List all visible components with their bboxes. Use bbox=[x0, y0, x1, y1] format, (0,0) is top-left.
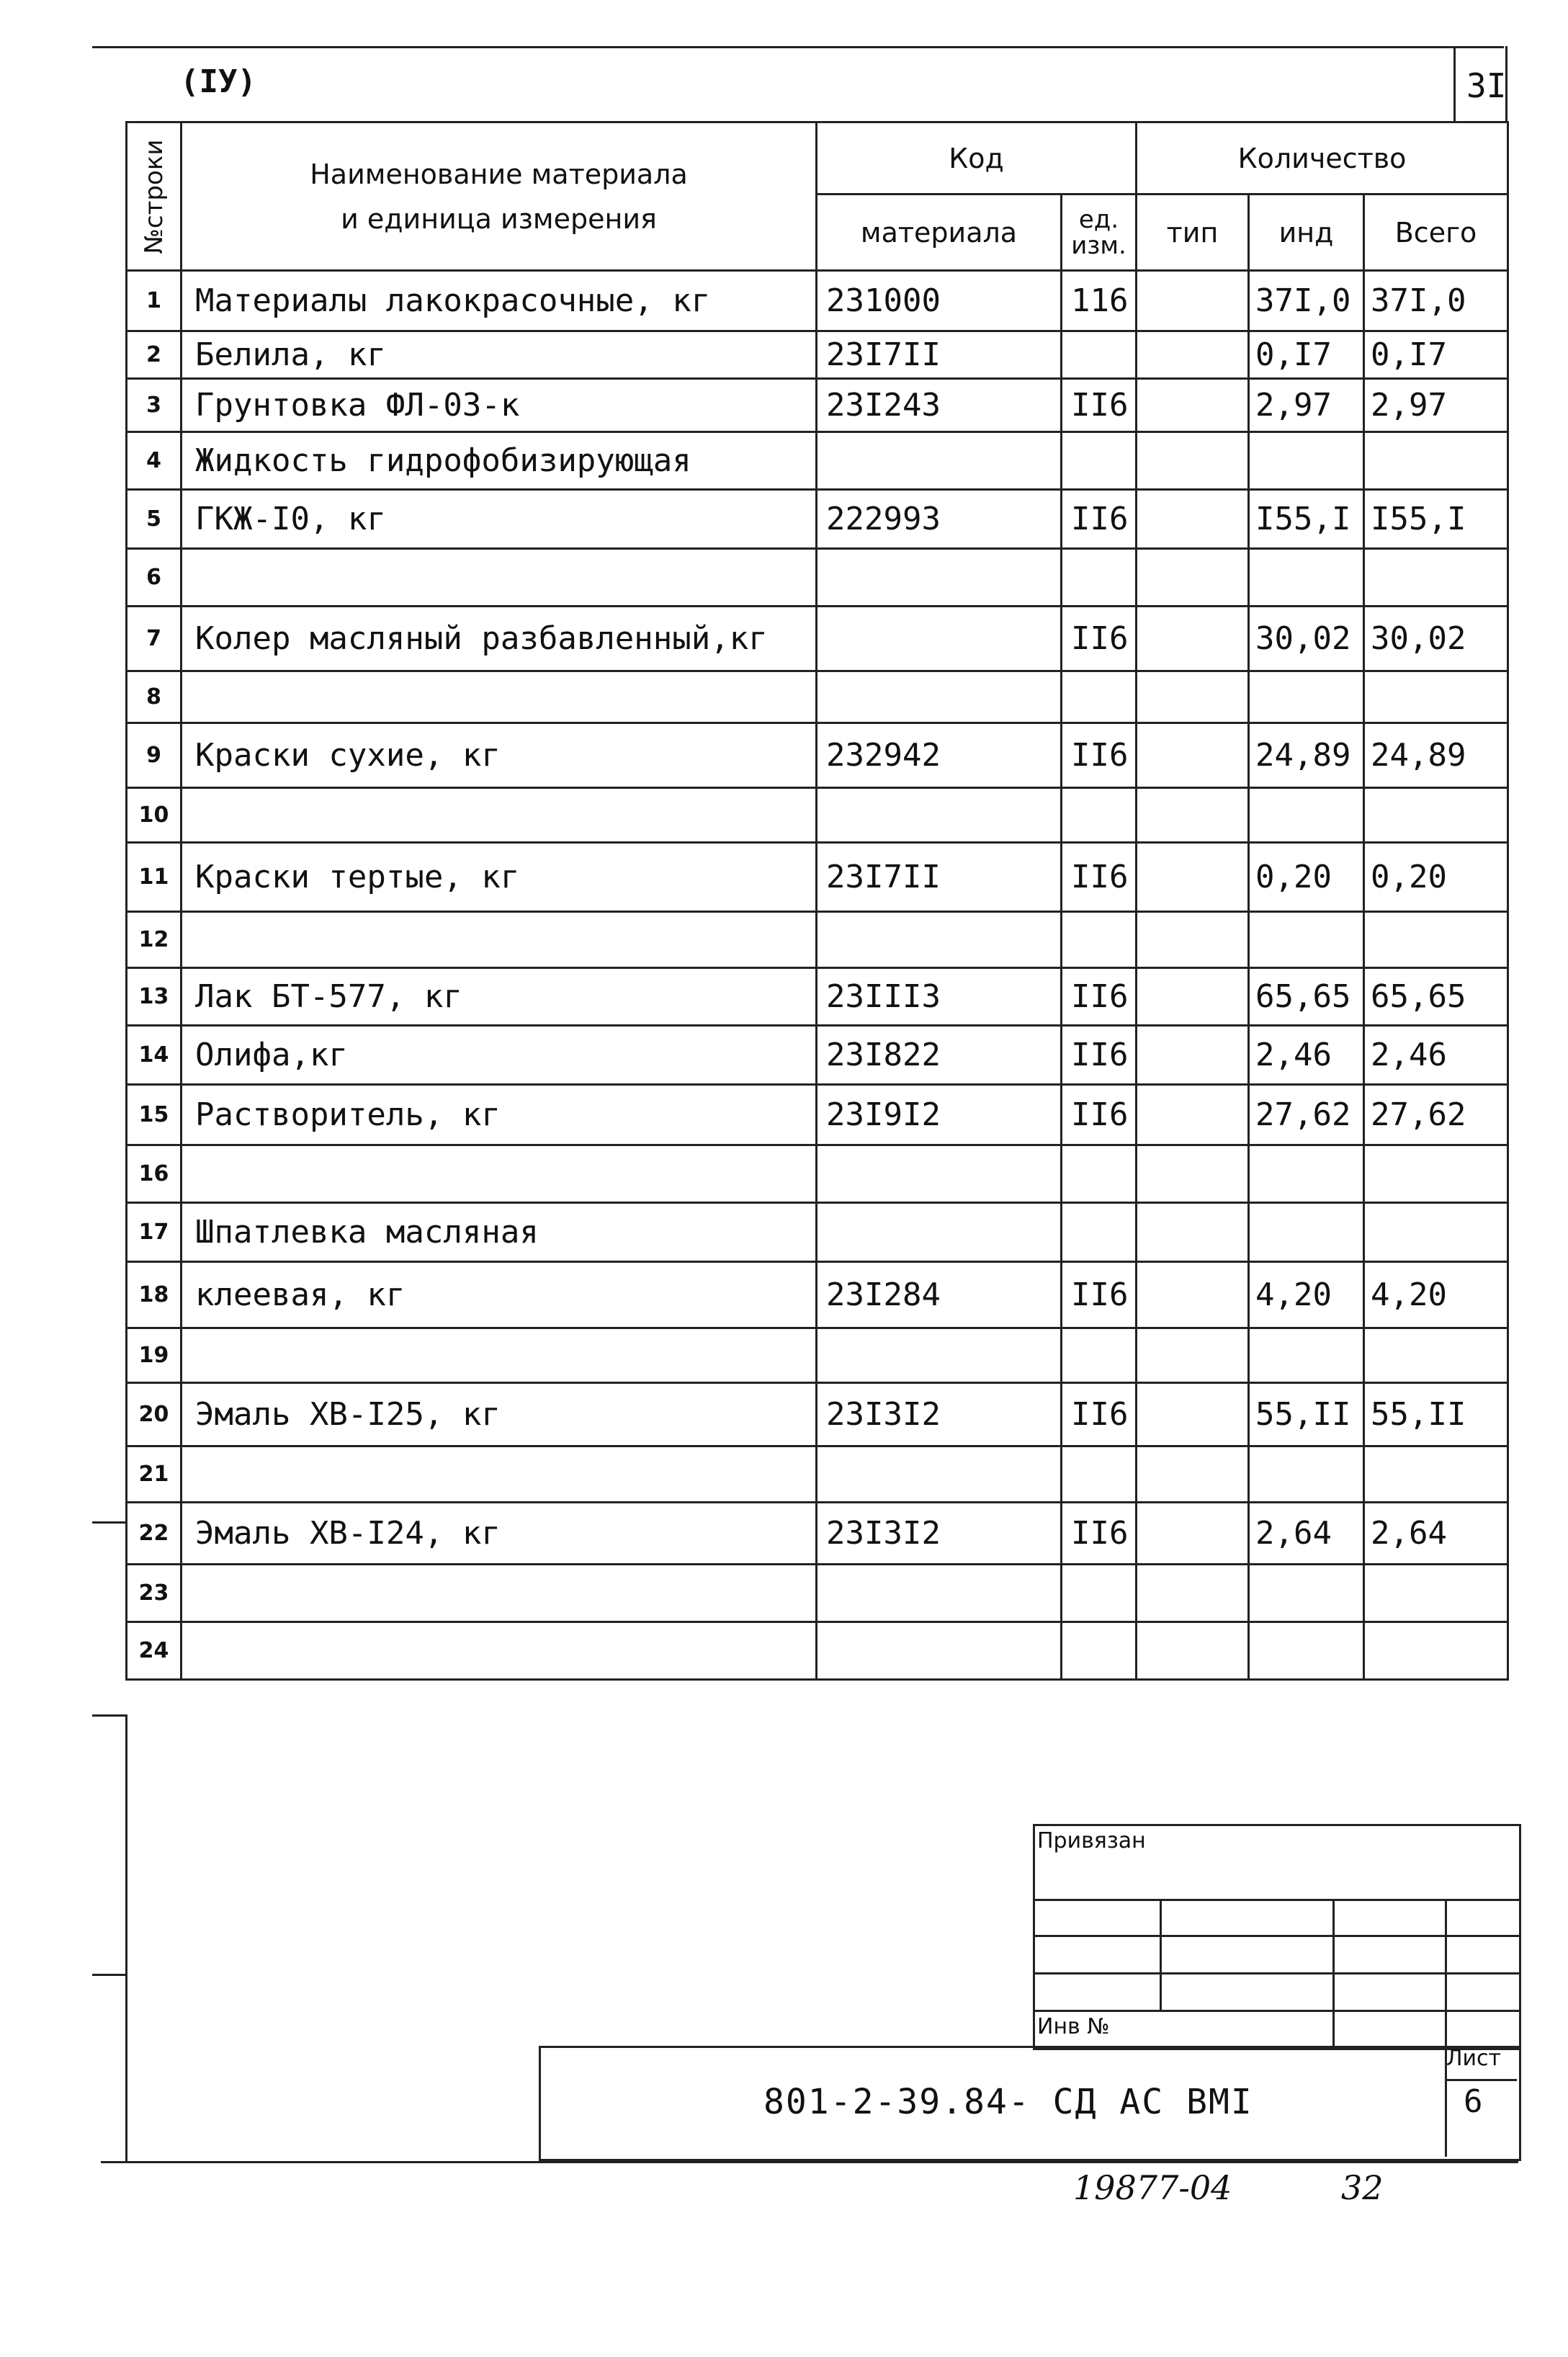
table-row bbox=[127, 331, 1508, 379]
row-name: Олифа,кг bbox=[182, 1026, 817, 1085]
row-name: Материалы лакокрасочные, кг bbox=[182, 271, 817, 331]
row-number: 2 bbox=[127, 331, 182, 379]
table-row bbox=[127, 1085, 1508, 1145]
row-code: 23I822 bbox=[817, 1026, 1062, 1085]
sheet-cell-line bbox=[1445, 2079, 1517, 2081]
row-code bbox=[817, 1622, 1062, 1680]
row-code bbox=[817, 671, 1062, 723]
row-ind bbox=[1249, 1203, 1364, 1262]
row-unit: II6 bbox=[1062, 723, 1137, 788]
row-unit: II6 bbox=[1062, 379, 1137, 432]
code-group-header: Код bbox=[817, 122, 1137, 194]
row-type bbox=[1137, 549, 1249, 607]
row-unit bbox=[1062, 912, 1137, 968]
row-code: 23I7II bbox=[817, 843, 1062, 912]
row-total: 30,02 bbox=[1364, 607, 1508, 671]
row-type bbox=[1137, 379, 1249, 432]
row-ind: 0,20 bbox=[1249, 843, 1364, 912]
row-number: 23 bbox=[127, 1565, 182, 1622]
table-row bbox=[127, 1262, 1508, 1328]
code-material-header: материала bbox=[817, 194, 1062, 271]
row-number: 12 bbox=[127, 912, 182, 968]
row-ind: 0,I7 bbox=[1249, 331, 1364, 379]
row-number: 15 bbox=[127, 1085, 182, 1145]
table-row bbox=[127, 723, 1508, 788]
row-total bbox=[1364, 1145, 1508, 1203]
row-number: 21 bbox=[127, 1446, 182, 1503]
row-type bbox=[1137, 1565, 1249, 1622]
row-name: Шпатлевка масляная bbox=[182, 1203, 817, 1262]
row-number: 22 bbox=[127, 1503, 182, 1565]
row-type bbox=[1137, 671, 1249, 723]
row-name: Растворитель, кг bbox=[182, 1085, 817, 1145]
row-code bbox=[817, 788, 1062, 843]
table-row bbox=[127, 1203, 1508, 1262]
row-total: 27,62 bbox=[1364, 1085, 1508, 1145]
name-header: Наименование материала и единица измерения bbox=[182, 122, 817, 271]
table-row bbox=[127, 1145, 1508, 1203]
row-name bbox=[182, 1328, 817, 1383]
row-code: 23III3 bbox=[817, 968, 1062, 1026]
table-row bbox=[127, 271, 1508, 331]
row-unit: II6 bbox=[1062, 1503, 1137, 1565]
table-row bbox=[127, 843, 1508, 912]
row-number: 3 bbox=[127, 379, 182, 432]
handwritten-archive-number: 19877-04 bbox=[1073, 2168, 1232, 2207]
row-name bbox=[182, 1622, 817, 1680]
row-total: 24,89 bbox=[1364, 723, 1508, 788]
stamp-col-2 bbox=[1332, 1899, 1335, 2046]
row-total: 37I,0 bbox=[1364, 271, 1508, 331]
row-name bbox=[182, 1565, 817, 1622]
row-number: 9 bbox=[127, 723, 182, 788]
row-ind bbox=[1249, 432, 1364, 490]
row-unit: II6 bbox=[1062, 1383, 1137, 1446]
table-row bbox=[127, 671, 1508, 723]
row-name: Эмаль ХВ-I24, кг bbox=[182, 1503, 817, 1565]
row-type bbox=[1137, 968, 1249, 1026]
table-row bbox=[127, 1446, 1508, 1503]
row-code bbox=[817, 1145, 1062, 1203]
row-type bbox=[1137, 843, 1249, 912]
row-total bbox=[1364, 1622, 1508, 1680]
row-unit bbox=[1062, 1446, 1137, 1503]
qty-total-header: Всего bbox=[1364, 194, 1508, 271]
row-unit bbox=[1062, 1203, 1137, 1262]
row-unit bbox=[1062, 1565, 1137, 1622]
attached-label: Привязан bbox=[1037, 1828, 1146, 1853]
row-total bbox=[1364, 788, 1508, 843]
row-name bbox=[182, 549, 817, 607]
row-total: 0,I7 bbox=[1364, 331, 1508, 379]
row-number: 16 bbox=[127, 1145, 182, 1203]
row-code: 23I9I2 bbox=[817, 1085, 1062, 1145]
row-type bbox=[1137, 331, 1249, 379]
row-number: 6 bbox=[127, 549, 182, 607]
row-unit: II6 bbox=[1062, 968, 1137, 1026]
row-name: клеевая, кг bbox=[182, 1262, 817, 1328]
top-border-line bbox=[92, 46, 1504, 48]
row-code: 232942 bbox=[817, 723, 1062, 788]
row-name bbox=[182, 671, 817, 723]
row-code bbox=[817, 1328, 1062, 1383]
table-row bbox=[127, 1026, 1508, 1085]
table-row bbox=[127, 1383, 1508, 1446]
row-name: Краски тертые, кг bbox=[182, 843, 817, 912]
table-row bbox=[127, 549, 1508, 607]
row-type bbox=[1137, 1503, 1249, 1565]
table-row bbox=[127, 1622, 1508, 1680]
row-number: 17 bbox=[127, 1203, 182, 1262]
row-code bbox=[817, 912, 1062, 968]
row-name bbox=[182, 912, 817, 968]
row-ind bbox=[1249, 912, 1364, 968]
table-row bbox=[127, 1565, 1508, 1622]
row-type bbox=[1137, 788, 1249, 843]
row-total bbox=[1364, 1565, 1508, 1622]
row-name bbox=[182, 788, 817, 843]
row-total: 4,20 bbox=[1364, 1262, 1508, 1328]
row-ind bbox=[1249, 1145, 1364, 1203]
document-code: 801-2-39.84- СД АС ВМI bbox=[763, 2082, 1253, 2122]
row-code: 23I284 bbox=[817, 1262, 1062, 1328]
row-number: 13 bbox=[127, 968, 182, 1026]
row-number: 11 bbox=[127, 843, 182, 912]
row-type bbox=[1137, 1203, 1249, 1262]
table-row bbox=[127, 379, 1508, 432]
row-code bbox=[817, 432, 1062, 490]
row-total bbox=[1364, 1203, 1508, 1262]
qty-type-header: тип bbox=[1137, 194, 1249, 271]
row-code: 222993 bbox=[817, 490, 1062, 549]
row-type bbox=[1137, 1622, 1249, 1680]
row-ind: 30,02 bbox=[1249, 607, 1364, 671]
row-ind bbox=[1249, 1446, 1364, 1503]
row-total bbox=[1364, 1446, 1508, 1503]
table-row bbox=[127, 788, 1508, 843]
margin-tick-2 bbox=[92, 1714, 125, 1717]
row-ind: 2,97 bbox=[1249, 379, 1364, 432]
row-ind: 2,46 bbox=[1249, 1026, 1364, 1085]
table-row bbox=[127, 968, 1508, 1026]
stamp-col-1 bbox=[1160, 1899, 1162, 2010]
row-ind bbox=[1249, 549, 1364, 607]
row-unit: II6 bbox=[1062, 843, 1137, 912]
row-code: 23I3I2 bbox=[817, 1383, 1062, 1446]
row-number: 14 bbox=[127, 1026, 182, 1085]
row-number: 8 bbox=[127, 671, 182, 723]
row-unit bbox=[1062, 671, 1137, 723]
row-type bbox=[1137, 1328, 1249, 1383]
table-row bbox=[127, 432, 1508, 490]
row-unit: II6 bbox=[1062, 1026, 1137, 1085]
row-unit: II6 bbox=[1062, 1085, 1137, 1145]
row-unit bbox=[1062, 1145, 1137, 1203]
row-unit bbox=[1062, 331, 1137, 379]
row-unit bbox=[1062, 549, 1137, 607]
inv-label: Инв № bbox=[1037, 2014, 1110, 2039]
row-ind: 65,65 bbox=[1249, 968, 1364, 1026]
handwritten-page-number: 32 bbox=[1341, 2168, 1384, 2207]
row-number: 4 bbox=[127, 432, 182, 490]
row-name: Эмаль ХВ-I25, кг bbox=[182, 1383, 817, 1446]
row-name bbox=[182, 1446, 817, 1503]
row-type bbox=[1137, 723, 1249, 788]
row-total: I55,I bbox=[1364, 490, 1508, 549]
row-code bbox=[817, 549, 1062, 607]
row-code: 23I3I2 bbox=[817, 1503, 1062, 1565]
stamp-col-3 bbox=[1445, 1899, 1447, 2046]
row-name: Колер масляный разбавленный,кг bbox=[182, 607, 817, 671]
row-number: 19 bbox=[127, 1328, 182, 1383]
row-name: Жидкость гидрофобизирующая bbox=[182, 432, 817, 490]
row-unit bbox=[1062, 432, 1137, 490]
row-code bbox=[817, 1203, 1062, 1262]
row-code: 23I7II bbox=[817, 331, 1062, 379]
margin-tick-1 bbox=[92, 1521, 125, 1524]
row-total bbox=[1364, 549, 1508, 607]
row-type bbox=[1137, 432, 1249, 490]
table-row bbox=[127, 490, 1508, 549]
row-total bbox=[1364, 1328, 1508, 1383]
row-unit bbox=[1062, 1328, 1137, 1383]
page-number: 3I bbox=[1466, 66, 1507, 105]
row-code bbox=[817, 1565, 1062, 1622]
row-total: 55,II bbox=[1364, 1383, 1508, 1446]
row-number: 20 bbox=[127, 1383, 182, 1446]
materials-table bbox=[125, 121, 1509, 1681]
row-type bbox=[1137, 1446, 1249, 1503]
row-number: 1 bbox=[127, 271, 182, 331]
row-name: Грунтовка ФЛ-03-к bbox=[182, 379, 817, 432]
row-total bbox=[1364, 432, 1508, 490]
sheet-number: 6 bbox=[1464, 2083, 1483, 2120]
row-number: 18 bbox=[127, 1262, 182, 1328]
part-label: (IУ) bbox=[180, 63, 256, 100]
row-type bbox=[1137, 1383, 1249, 1446]
row-type bbox=[1137, 912, 1249, 968]
row-code bbox=[817, 607, 1062, 671]
row-ind bbox=[1249, 1565, 1364, 1622]
row-ind bbox=[1249, 671, 1364, 723]
rownum-header: №строки bbox=[127, 122, 182, 271]
table-row bbox=[127, 1328, 1508, 1383]
row-unit: II6 bbox=[1062, 1262, 1137, 1328]
row-type bbox=[1137, 1145, 1249, 1203]
row-name: Лак БТ-577, кг bbox=[182, 968, 817, 1026]
row-ind: 27,62 bbox=[1249, 1085, 1364, 1145]
frame-bottom-border bbox=[101, 2161, 1518, 2163]
table-row bbox=[127, 912, 1508, 968]
row-unit: II6 bbox=[1062, 607, 1137, 671]
row-number: 7 bbox=[127, 607, 182, 671]
row-type bbox=[1137, 271, 1249, 331]
row-code: 231000 bbox=[817, 271, 1062, 331]
row-code: 23I243 bbox=[817, 379, 1062, 432]
row-ind: 2,64 bbox=[1249, 1503, 1364, 1565]
row-ind: 4,20 bbox=[1249, 1262, 1364, 1328]
row-ind: 37I,0 bbox=[1249, 271, 1364, 331]
row-total: 2,97 bbox=[1364, 379, 1508, 432]
table-row bbox=[127, 607, 1508, 671]
row-total bbox=[1364, 912, 1508, 968]
row-ind: 55,II bbox=[1249, 1383, 1364, 1446]
row-number: 5 bbox=[127, 490, 182, 549]
row-ind: I55,I bbox=[1249, 490, 1364, 549]
row-type bbox=[1137, 1026, 1249, 1085]
row-ind bbox=[1249, 1328, 1364, 1383]
sheet-label: Лист bbox=[1446, 2046, 1502, 2071]
row-number: 10 bbox=[127, 788, 182, 843]
row-total: 2,64 bbox=[1364, 1503, 1508, 1565]
row-name bbox=[182, 1145, 817, 1203]
page-number-divider bbox=[1453, 46, 1456, 121]
row-type bbox=[1137, 490, 1249, 549]
margin-tick-3 bbox=[92, 1974, 125, 1976]
row-unit bbox=[1062, 788, 1137, 843]
row-ind bbox=[1249, 1622, 1364, 1680]
row-type bbox=[1137, 1262, 1249, 1328]
row-total: 0,20 bbox=[1364, 843, 1508, 912]
row-name: ГКЖ-I0, кг bbox=[182, 490, 817, 549]
code-unit-header: ед. изм. bbox=[1062, 194, 1137, 271]
row-unit: II6 bbox=[1062, 490, 1137, 549]
qty-ind-header: инд bbox=[1249, 194, 1364, 271]
row-ind bbox=[1249, 788, 1364, 843]
row-name: Краски сухие, кг bbox=[182, 723, 817, 788]
row-number: 24 bbox=[127, 1622, 182, 1680]
row-code bbox=[817, 1446, 1062, 1503]
row-total bbox=[1364, 671, 1508, 723]
row-type bbox=[1137, 607, 1249, 671]
row-unit: 116 bbox=[1062, 271, 1137, 331]
row-type bbox=[1137, 1085, 1249, 1145]
quantity-group-header: Количество bbox=[1137, 122, 1508, 194]
table-row bbox=[127, 1503, 1508, 1565]
row-name: Белила, кг bbox=[182, 331, 817, 379]
row-ind: 24,89 bbox=[1249, 723, 1364, 788]
row-total: 65,65 bbox=[1364, 968, 1508, 1026]
frame-left-border bbox=[125, 1714, 127, 2161]
row-unit bbox=[1062, 1622, 1137, 1680]
row-total: 2,46 bbox=[1364, 1026, 1508, 1085]
